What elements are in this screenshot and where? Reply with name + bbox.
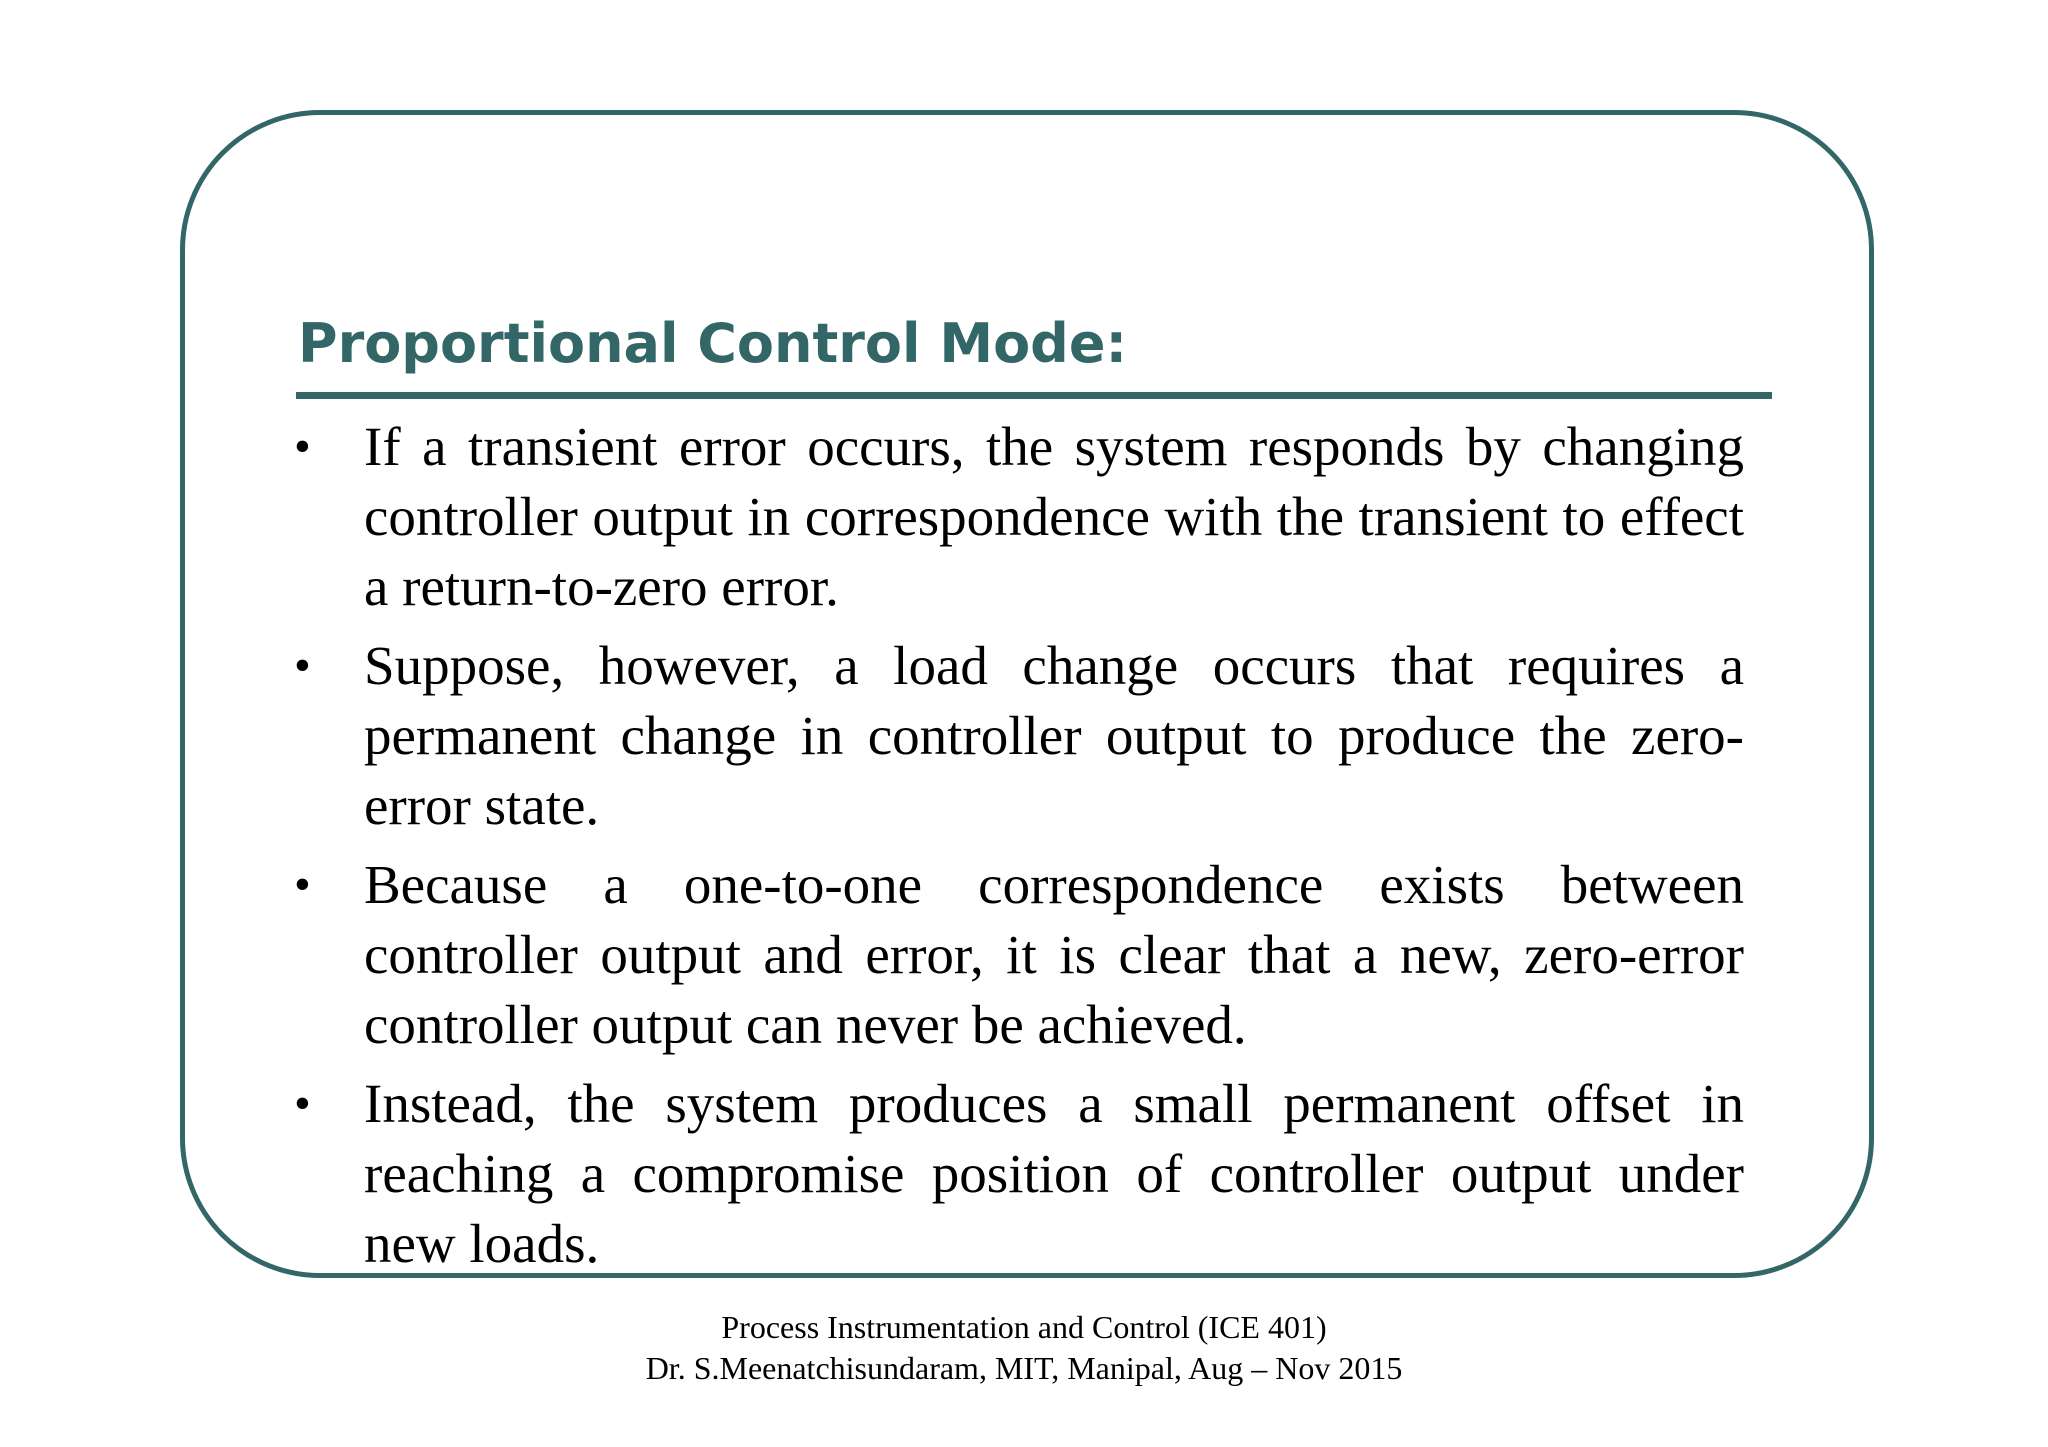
footer-author: Dr. S.Meenatchisundaram, MIT, Manipal, Aug – Nov 2015 [645,1350,1403,1386]
bullet-item-1 [288,412,1744,622]
title-underline [296,392,1772,399]
slide-title: Proportional Control Mode: [298,312,1128,375]
bullet-text: Suppose, however, a load change occurs that requires a permanent change in controller output to produce the zero-error state. [364,635,1744,836]
bullet-marker: • [294,639,311,692]
footer-course: Process Instrumentation and Control (ICE 401) [721,1309,1327,1345]
bullet-marker: • [294,420,311,473]
bullet-text: Because a one-to-one correspondence exists between controller output and error, it is clear that a new, zero-error controller output can never be achieved. [364,854,1744,1055]
bullet-item-4 [288,1069,1744,1279]
bullet-marker: • [294,858,311,911]
bullet-text: Instead, the system produces a small permanent offset in reaching a compromise position of controller output under new loads. [364,1073,1744,1274]
bullet-item-2 [288,631,1744,841]
bullet-marker: • [294,1077,311,1130]
bullet-item-3 [288,850,1744,1060]
bullet-text: If a transient error occurs, the system responds by changing controller output in correspondence with the transient to effect a return-to-zero error. [364,416,1744,617]
bullet-list [288,412,1744,1288]
